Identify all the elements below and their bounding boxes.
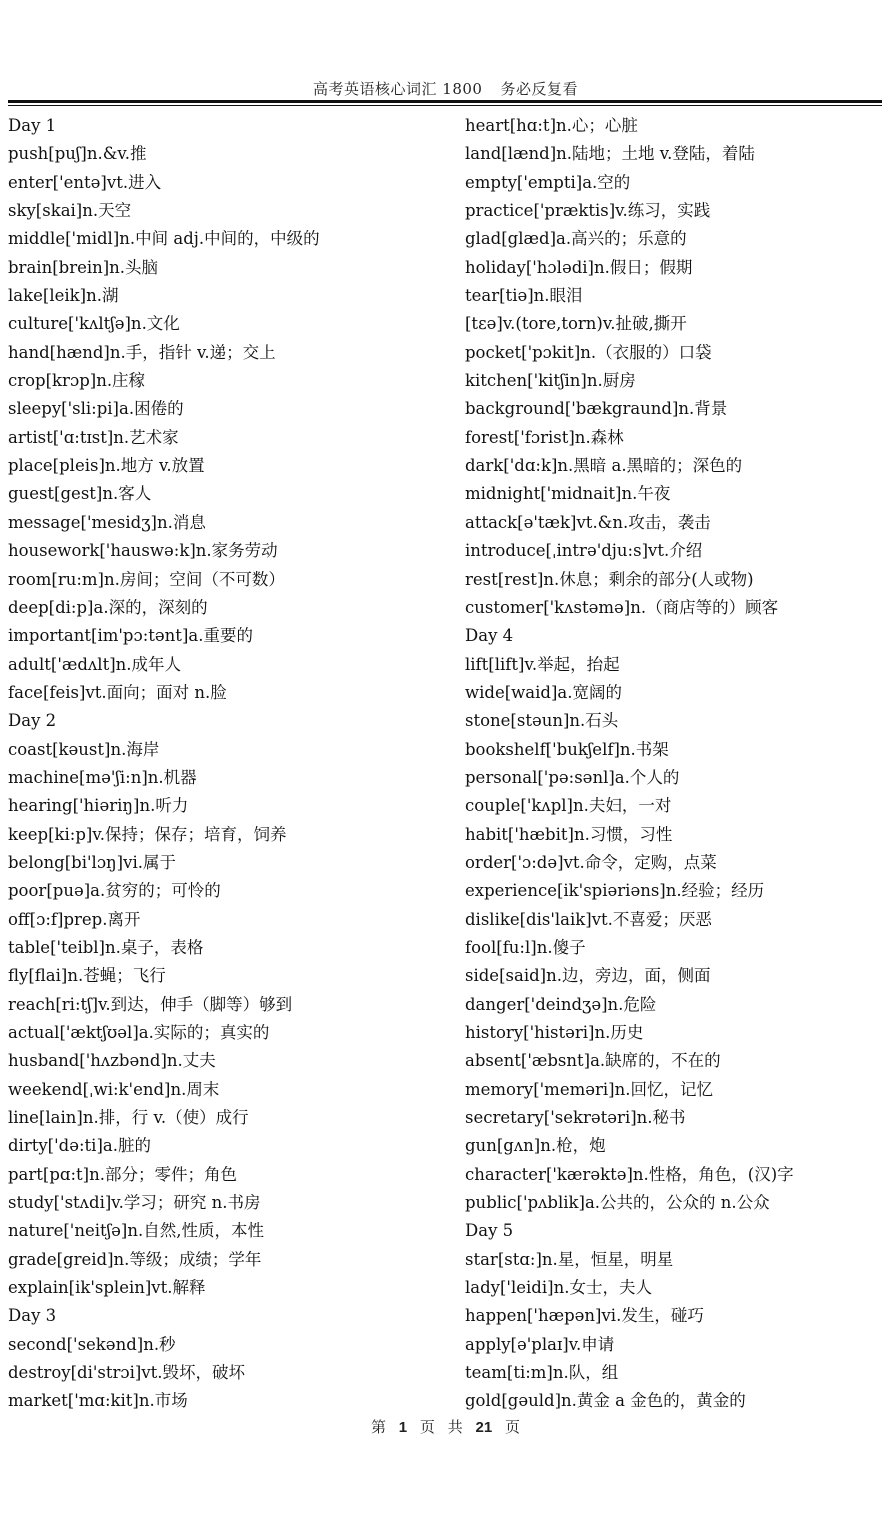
footer-label-page-unit: 页 [419, 1418, 435, 1436]
vocab-entry: pocket['pɔkit]n.（衣服的）口袋 [465, 342, 712, 362]
vocab-entry: wide[waid]a.宽阔的 [465, 682, 622, 702]
vocab-entry: practice['præktis]v.练习，实践 [465, 201, 711, 221]
vocab-entry: apply[ə'plaɪ]v.申请 [465, 1334, 615, 1354]
vocab-entry: gold[gəuld]n.黄金 a 金色的，黄金的 [465, 1391, 746, 1411]
page-footer [0, 1416, 891, 1437]
vocab-entry: crop[krɔp]n.庄稼 [8, 371, 146, 391]
footer-total-pages: 21 [475, 1419, 493, 1436]
vocab-entry: public['pʌblik]a.公共的，公众的 n.公众 [465, 1193, 770, 1213]
vocab-entry: message['mesidʒ]n.消息 [8, 512, 206, 532]
vocab-entry: dirty['də:ti]a.脏的 [8, 1136, 151, 1156]
day-heading: Day 2 [8, 711, 57, 731]
vocab-entry: brain[brein]n.头脑 [8, 257, 159, 277]
vocab-entry: sleepy['sli:pi]a.困倦的 [8, 399, 184, 419]
vocab-entry: husband['hʌzbənd]n.丈夫 [8, 1051, 216, 1071]
vocab-entry: important[im'pɔ:tənt]a.重要的 [8, 626, 253, 646]
vocab-entry: sky[skai]n.天空 [8, 201, 132, 221]
footer-label-total: 共 [447, 1418, 463, 1436]
vocab-entry: rest[rest]n.休息；剩余的部分(人或物) [465, 569, 754, 589]
vocab-entry: off[ɔ:f]prep.离开 [8, 909, 141, 929]
vocab-entry: land[lænd]n.陆地；土地 v.登陆，着陆 [465, 144, 755, 164]
vocab-entry: lady['leidi]n.女士，夫人 [465, 1278, 652, 1298]
vocab-entry: nature['neitʃə]n.自然,性质，本性 [8, 1221, 264, 1241]
vocab-entry: glad[glæd]a.高兴的；乐意的 [465, 229, 687, 249]
day-heading: Day 5 [465, 1221, 514, 1241]
vocab-entry: dislike[dis'laik]vt.不喜爱；厌恶 [465, 909, 712, 929]
vocab-entry: background['bækgraund]n.背景 [465, 399, 728, 419]
vocab-entry: habit['hæbit]n.习惯，习性 [465, 824, 673, 844]
vocab-entry: hand[hænd]n.手，指针 v.递；交上 [8, 342, 276, 362]
vocab-entry: attack[ə'tæk]vt.&n.攻击，袭击 [465, 512, 711, 532]
vocab-entry: hearing['hiəriŋ]n.听力 [8, 796, 189, 816]
day-heading: Day 1 [8, 116, 57, 135]
footer-current-page: 1 [398, 1419, 408, 1436]
vocab-entry: grade[greid]n.等级；成绩；学年 [8, 1249, 262, 1269]
vocab-entry: memory['meməri]n.回忆，记忆 [465, 1079, 713, 1099]
vocab-entry: fool[fu:l]n.傻子 [465, 937, 586, 957]
vocab-entry: guest[gest]n.客人 [8, 484, 152, 504]
vocab-entry: study['stʌdi]v.学习；研究 n.书房 [8, 1193, 261, 1213]
vocab-entry: character['kærəktə]n.性格，角色，(汉)字 [465, 1164, 794, 1184]
vocab-entry: poor[puə]a.贫穷的；可怜的 [8, 881, 221, 901]
header-subtitle: 务必反复看 [500, 80, 578, 98]
header-title: 高考英语核心词汇 1800 [313, 80, 483, 98]
left-word-column [8, 112, 448, 1416]
vocab-entry: stone[stəun]n.石头 [465, 711, 619, 731]
vocab-entry: deep[di:p]a.深的，深刻的 [8, 597, 208, 617]
vocab-entry: dark['dɑ:k]n.黑暗 a.黑暗的；深色的 [465, 456, 743, 476]
vocab-entry: weekend[ˌwi:k'end]n.周末 [8, 1079, 220, 1099]
vocab-entry: second['sekənd]n.秒 [8, 1334, 176, 1354]
vocab-entry: customer['kʌstəmə]n.（商店等的）顾客 [465, 597, 779, 617]
vocab-entry: culture['kʌltʃə]n.文化 [8, 314, 180, 334]
vocab-entry: actual['æktʃʊəl]a.实际的；真实的 [8, 1023, 270, 1042]
vocab-entry: forest['fɔrist]n.森林 [465, 427, 624, 447]
vocab-entry: tear[tiə]n.眼泪 [465, 286, 583, 306]
vocab-entry: destroy[di'strɔi]vt.毁坏，破坏 [8, 1363, 246, 1383]
vocab-entry: middle['midl]n.中间 adj.中间的，中级的 [8, 229, 320, 249]
vocab-entry: face[feis]vt.面向；面对 n.脸 [8, 682, 227, 702]
vocab-entry: keep[ki:p]v.保持；保存；培育，饲养 [8, 824, 287, 844]
vocab-entry: artist['ɑ:tɪst]n.艺术家 [8, 427, 179, 447]
vocab-entry: kitchen['kitʃin]n.厨房 [465, 371, 636, 391]
vocab-entry: part[pɑ:t]n.部分；零件；角色 [8, 1164, 237, 1184]
vocab-entry: side[said]n.边，旁边，面，侧面 [465, 966, 711, 986]
vocab-entry: room[ru:m]n.房间；空间（不可数） [8, 569, 285, 589]
vocab-entry: line[lain]n.排，行 v.（使）成行 [8, 1108, 249, 1128]
vocab-entry: history['histəri]n.历史 [465, 1023, 644, 1042]
vocab-entry: table['teibl]n.桌子，表格 [8, 937, 204, 957]
vocab-entry: introduce[ˌintrə'dju:s]vt.介绍 [465, 541, 703, 561]
vocab-entry: team[ti:m]n.队，组 [465, 1363, 619, 1383]
vocab-entry: coast[kəust]n.海岸 [8, 739, 160, 759]
vocab-entry: absent['æbsnt]a.缺席的，不在的 [465, 1051, 721, 1071]
vocab-entry: personal['pə:sənl]a.个人的 [465, 767, 680, 787]
vocab-entry: explain[ik'splein]vt.解释 [8, 1278, 206, 1298]
vocab-entry: happen['hæpən]vi.发生，碰巧 [465, 1306, 704, 1326]
header-rule-thin [8, 105, 882, 106]
vocab-entry: fly[flai]n.苍蝇；飞行 [8, 966, 166, 986]
vocab-entry: experience[ik'spiəriəns]n.经验；经历 [465, 881, 765, 901]
footer-label-total-unit: 页 [504, 1418, 520, 1436]
vocab-entry: reach[ri:tʃ]v.到达，伸手（脚等）够到 [8, 994, 293, 1014]
vocab-entry: [tεə]v.(tore,torn)v.扯破,撕开 [465, 314, 687, 334]
vocab-entry: empty['empti]a.空的 [465, 172, 631, 192]
vocab-entry: housework['hauswə:k]n.家务劳动 [8, 541, 278, 561]
vocab-entry: couple['kʌpl]n.夫妇，一对 [465, 796, 672, 816]
vocab-entry: order['ɔ:də]vt.命令，定购，点菜 [465, 852, 717, 872]
vocab-entry: push[puʃ]n.&v.推 [8, 144, 147, 164]
vocab-entry: place[pleis]n.地方 v.放置 [8, 456, 205, 476]
vocab-entry: heart[hɑ:t]n.心；心脏 [465, 116, 638, 135]
vocab-entry: midnight['midnait]n.午夜 [465, 484, 671, 504]
day-heading: Day 4 [465, 626, 514, 646]
right-word-column [465, 112, 885, 1416]
vocab-entry: belong[bi'lɔŋ]vi.属于 [8, 852, 176, 872]
vocab-entry: holiday['hɔlədi]n.假日；假期 [465, 257, 693, 277]
vocab-entry: adult['ædʌlt]n.成年人 [8, 654, 182, 674]
page-header [0, 78, 891, 99]
vocab-entry: star[stɑ:]n.星，恒星，明星 [465, 1249, 674, 1269]
vocab-entry: danger['deindʒə]n.危险 [465, 994, 657, 1014]
vocab-entry: bookshelf['bukʃelf]n.书架 [465, 739, 669, 759]
vocab-entry: lift[lift]v.举起，抬起 [465, 654, 620, 674]
vocab-entry: machine[mə'ʃi:n]n.机器 [8, 767, 197, 787]
vocab-entry: enter['entə]vt.进入 [8, 172, 162, 192]
footer-label-page: 第 [371, 1418, 387, 1436]
vocab-entry: secretary['sekrətəri]n.秘书 [465, 1108, 686, 1128]
vocab-entry: market['mɑ:kit]n.市场 [8, 1391, 188, 1411]
vocab-entry: gun[gʌn]n.枪，炮 [465, 1136, 606, 1156]
header-rule-thick [8, 100, 882, 103]
day-heading: Day 3 [8, 1306, 57, 1326]
vocab-entry: lake[leik]n.湖 [8, 286, 119, 306]
